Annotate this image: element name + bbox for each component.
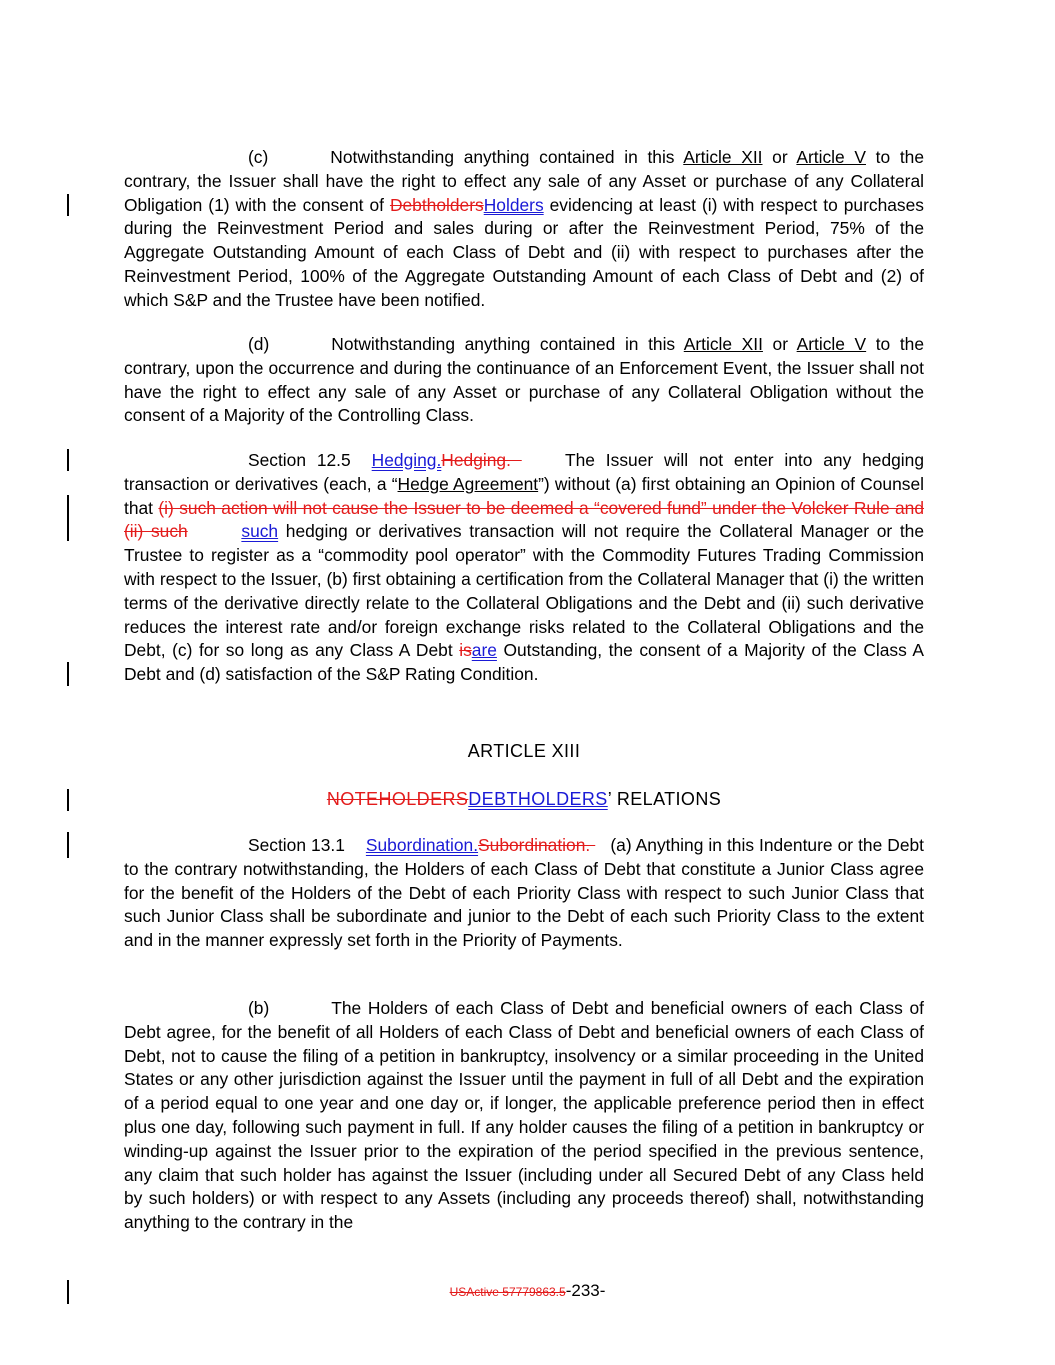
paragraph-label: (c) [248,147,269,167]
section-number: Section 13.1 [248,835,345,855]
page-footer [0,1281,1055,1301]
section-title-inserted: Hedging. [371,450,442,470]
section-title-deleted: Subordination. [478,835,596,855]
change-bar [67,495,69,541]
article-reference: Article V [796,334,867,354]
inserted-text: are [471,640,497,661]
change-bar [67,449,69,471]
article-reference: Article XII [683,334,763,354]
inserted-text: such [241,521,279,542]
section-title-inserted: Subordination. [365,835,479,855]
page-number: -233- [565,1281,606,1300]
change-bar [67,789,69,811]
section-number: Section 12.5 [248,450,351,470]
change-bar [67,832,69,858]
article-reference: Article V [796,147,866,167]
deleted-text: (i) such action will not cause the Issuer to be deemed a “covered fund” under the Volcker Rule and (ii) such [124,497,925,542]
inserted-text: DEBTHOLDERS [468,789,608,809]
defined-term: Hedge Agreement [397,473,539,494]
article-title: ARTICLE XIII [467,741,581,761]
deleted-text: is [459,640,472,661]
section-title-deleted: Hedging. [441,450,522,470]
article-subtitle: NOTEHOLDERSDEBTHOLDERS’ RELATIONS [326,789,722,809]
paragraph-b: (b) The Holders of each Class of Debt and beneficial owners of each Class of Debt agree, for the benefit of all Holders of each Class of Debt and beneficial owners of each Class of Debt, not to cause the filing of a petition in bankruptcy, insolvency or a similar proceeding in the United States or any other jurisdiction against the Issuer until the payment in full of all Debt and the expiration of a period equal to one year and one day or, if longer, the applicable preference period then in effect plus one day, following such payment in full. If any holder causes the filing of a petition in bankruptcy or winding-up against the Issuer prior to the expiration of the period specified in the previous sentence, any claim that such holder has against the Issuer (including under all Secured Debt of any Class held by such holders) or with respect to any Assets (including any proceeds thereof) shall, notwithstanding anything to the contrary in the [124,998,924,1233]
change-bar [67,662,69,686]
paragraph-c: (c) Notwithstanding anything contained in this Article XII or Article V to the contrary, the Issuer shall have the right to effect any sale of any Asset or purchase of any Collateral Obligation (1) with the consent of DebtholdersHolders evidencing at least (i) with respect to purchases during the Reinvestment Period and sales during or after the Reinvestment Period, 75% of the Aggregate Outstanding Amount of each Class of Debt and (ii) with respect to purchases after the Reinvestment Period, 100% of the Aggregate Outstanding Amount of each Class of Debt and (2) of which S&P and the Trustee have been notified. [124,147,925,310]
paragraph-label: (b) [248,998,270,1018]
footer-doc-id: USActive 57779863.5 [449,1285,566,1299]
paragraph-label: (d) [248,334,270,354]
paragraph-d: (d) Notwithstanding anything contained in this Article XII or Article V to the contrary, upon the occurrence and during the continuance of an Enforcement Event, the Issuer shall not have the right to effect any sale of any Asset or purchase of any Collateral Obligation without the consent of a Majority of the Controlling Class. [124,334,924,426]
section-12-5: Section 12.5 Hedging.Hedging. The Issuer will not enter into any hedging transaction or derivatives (each, a “Hedge Agreement”) without (a) first obtaining an Opinion of Counsel that (i) such action will not cause the Issuer to be deemed a “covered fund” under the Volcker Rule and (ii) such such hedging or derivatives transaction will not require the Collateral Manager or the Trustee to register as a “commodity pool operator” with the Commodity Futures Trading Commission with respect to the Issuer, (b) first obtaining a certification from the Collateral Manager that (i) the written terms of the derivative directly relate to the Collateral Obligations and the Debt and (ii) such derivative reduces the interest rate and/or foreign exchange risks related to the Collateral Obligations and the Debt, (c) for so long as any Class A Debt isare Outstanding, the consent of a Majority of the Class A Debt and (d) satisfaction of the S&P Rating Condition. [124,450,925,685]
section-13-1: Section 13.1 Subordination.Subordination. (a) Anything in this Indenture or the Debt to the contrary notwithstanding, the Holders of each Class of Debt that constitute a Junior Class agree for the benefit of the Holders of the Debt of each Priority Class with respect to such Junior Class that such Junior Class shall be subordinate and junior to the Debt of each such Priority Class to the extent and in the manner expressly set forth in the Priority of Payments. [124,835,925,951]
deleted-text: Debtholders [389,194,484,215]
article-reference: Article XII [683,147,763,167]
deleted-text: NOTEHOLDERS [326,789,469,809]
change-bar [67,194,69,216]
inserted-text: Holders [483,194,544,215]
